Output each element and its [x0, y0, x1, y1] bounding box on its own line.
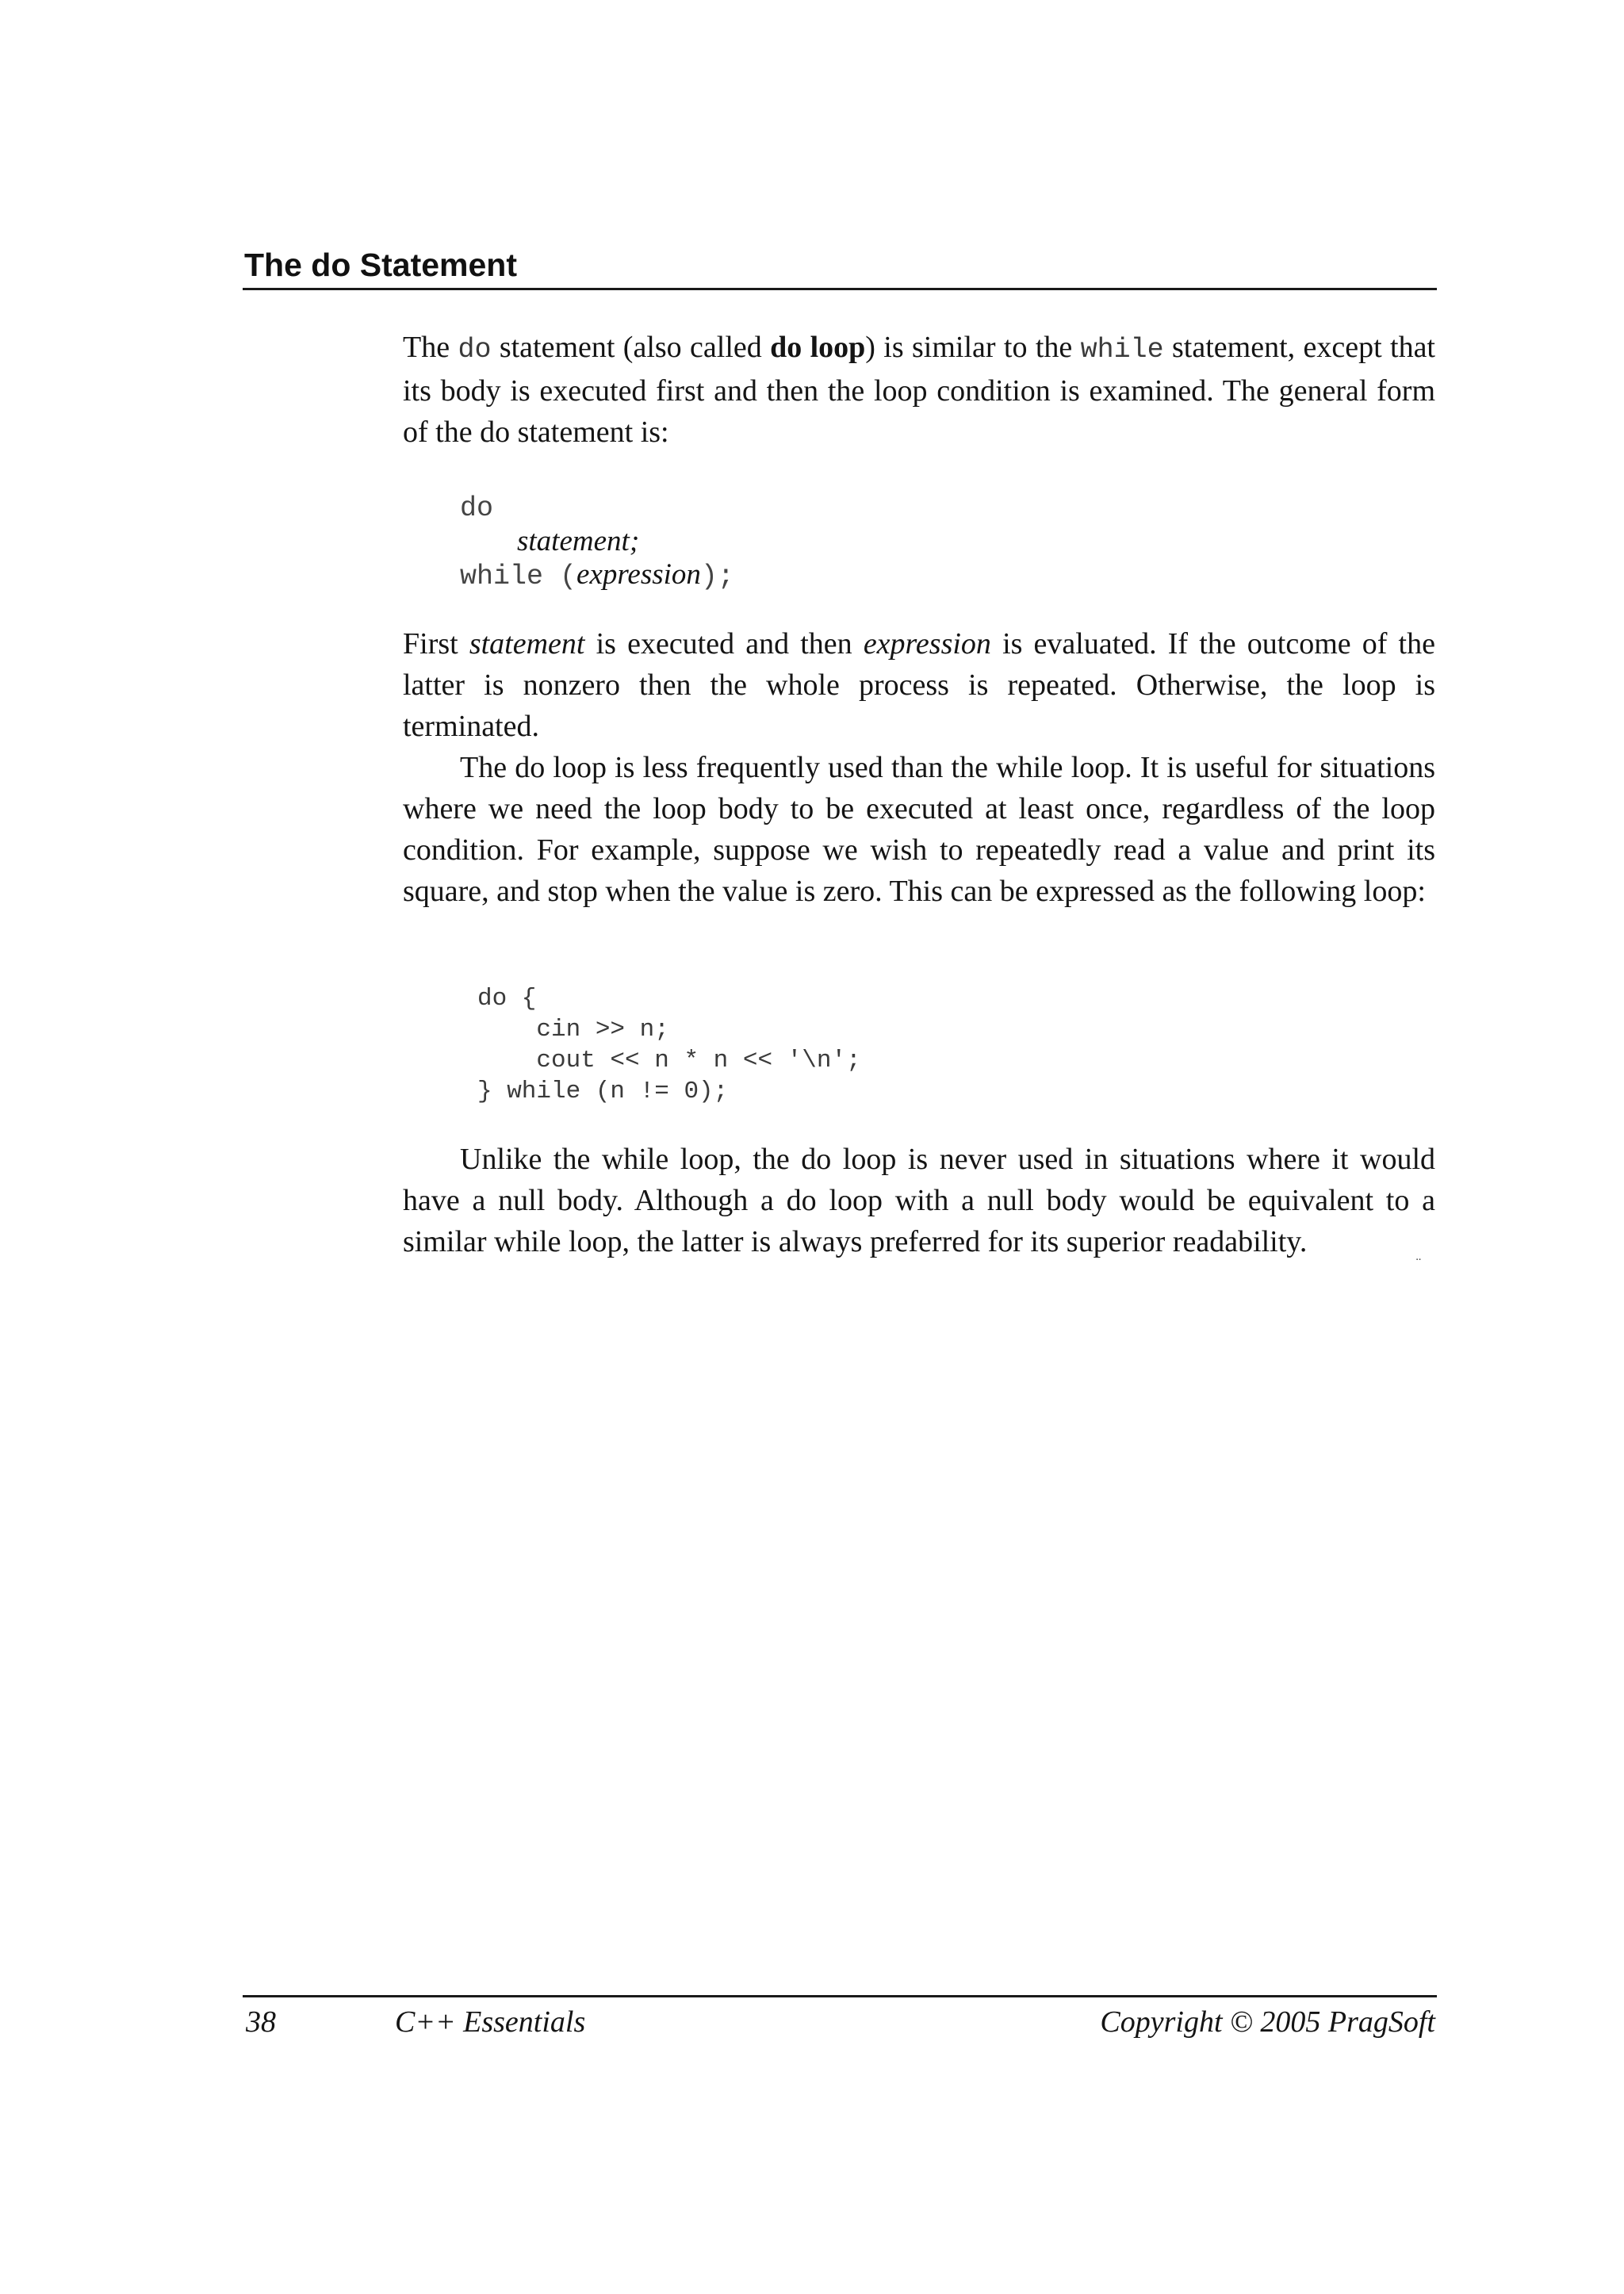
paragraph-intro [403, 327, 1435, 453]
code-line: do { [477, 985, 537, 1013]
section-heading: The do Statement [244, 247, 517, 283]
syntax-row-statement [460, 525, 1015, 558]
code-line: } while (n != 0); [477, 1078, 729, 1105]
syntax-expression: expression [576, 558, 701, 591]
syntax-close: ); [700, 561, 734, 592]
italic-term: statement [469, 627, 585, 661]
code-example [477, 983, 1112, 1107]
syntax-form [460, 490, 1015, 593]
syntax-semicolon: ; [629, 525, 640, 557]
inline-code-do: do [458, 334, 492, 366]
text-run: statement, except that its body is executed first and then the loop condition is examined. The general form of the do statement is: [403, 331, 1435, 449]
code-line: cin >> n; [477, 1016, 669, 1044]
syntax-keyword-while: while ( [460, 561, 577, 592]
paragraph-usage: The do loop is less frequently used than the while loop. It is useful for situations where we need the loop body to be executed at least once, regardless of the loop condition. For example, suppose we wish to repeatedly read a value and print its square, and stop when the value is zero. This can be expressed as the following loop: [403, 751, 1435, 908]
inline-code-while: while [1080, 334, 1164, 366]
syntax-row-do [460, 490, 1015, 525]
end-mark-icon: ¨ [1416, 1256, 1421, 1272]
syntax-row-while [460, 558, 1015, 593]
text-run: ) is similar to the [865, 331, 1081, 364]
syntax-statement: statement [517, 525, 630, 557]
footer-book-title: C++ Essentials [395, 2005, 586, 2039]
footer-rule [243, 1995, 1437, 1997]
heading-rule [243, 288, 1437, 290]
text-run: is executed and then [584, 627, 864, 661]
italic-term: expression [863, 627, 991, 661]
text-run: statement (also called [491, 331, 771, 364]
footer-page-number: 38 [246, 2005, 276, 2039]
paragraph-null-body: Unlike the while loop, the do loop is never used in situations where it would have a null body. Although a do loop with a null body would be equivalent to a similar while loop, the latter is always preferred for its superior readability. [403, 1143, 1435, 1258]
code-line: cout << n * n << '\n'; [477, 1047, 861, 1074]
text-run: First [403, 627, 469, 661]
paragraph-explanation [403, 623, 1435, 747]
bold-term: do loop [770, 331, 866, 364]
syntax-keyword-do: do [460, 492, 494, 524]
text-run: is evaluated. If the outcome of the latter is nonzero then the whole process is repeated. Otherwise, the loop is terminated. [403, 627, 1435, 743]
footer-copyright: Copyright © 2005 PragSoft [1100, 2005, 1435, 2039]
text-run: The [403, 331, 458, 364]
